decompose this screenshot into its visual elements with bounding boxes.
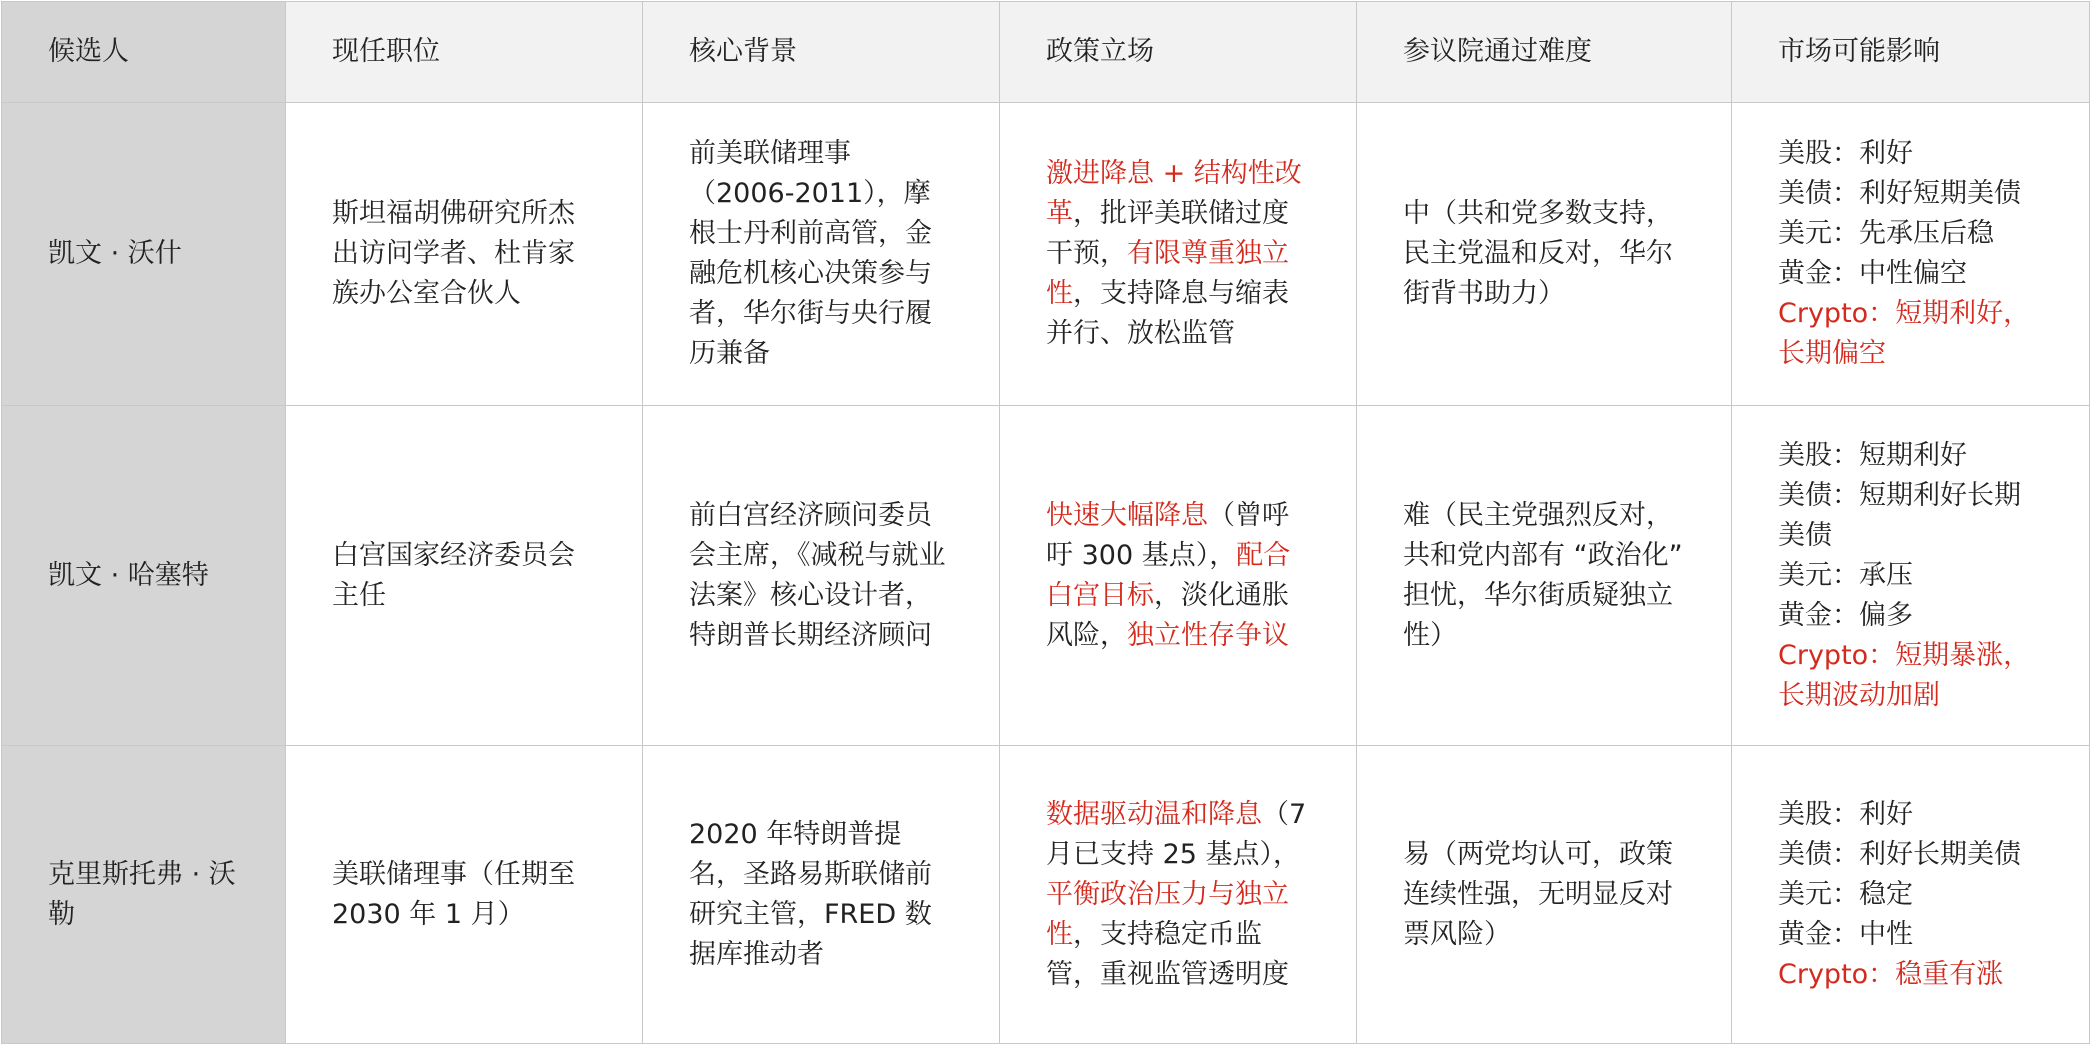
candidate-name: 凯文 · 沃什 (2, 103, 286, 406)
market-line: 黄金：中性 (1778, 918, 1913, 950)
header-candidate: 候选人 (2, 2, 286, 103)
current-position: 美联储理事（任期至 2030 年 1 月） (286, 746, 643, 1044)
policy-segment: 数据驱动温和降息 (1046, 798, 1262, 830)
header-senate: 参议院通过难度 (1357, 2, 1732, 103)
current-position: 斯坦福胡佛研究所杰出访问学者、杜肯家族办公室合伙人 (286, 103, 643, 406)
policy-segment: ，支持降息与缩表并行、放松监管 (1046, 278, 1289, 349)
market-line: 美股：短期利好 (1778, 439, 1967, 471)
policy-segment: （曾呼吁 300 基点）， (1046, 499, 1289, 571)
senate-difficulty: 难（民主党强烈反对，共和党内部有 “政治化” 担忧，华尔街质疑独立性） (1357, 406, 1732, 746)
senate-difficulty: 易（两党均认可，政策连续性强，无明显反对票风险） (1357, 746, 1732, 1044)
market-line-crypto: Crypto：短期暴涨，长期波动加剧 (1778, 639, 2031, 711)
current-position: 白宫国家经济委员会主任 (286, 406, 643, 746)
header-row (2, 2, 2090, 103)
candidate-table (1, 1, 2090, 1044)
table-row (2, 746, 2090, 1044)
table-row (2, 103, 2090, 406)
market-impact (1732, 103, 2090, 406)
table-row (2, 406, 2090, 746)
header-position: 现任职位 (286, 2, 643, 103)
market-line: 美元：稳定 (1778, 878, 1913, 910)
market-line: 美股：利好 (1778, 138, 1913, 169)
market-line: 美债：利好短期美债 (1778, 178, 2021, 209)
policy-segment: 独立性存争议 (1127, 619, 1289, 651)
market-line: 黄金：中性偏空 (1778, 258, 1967, 289)
market-line: 美股：利好 (1778, 798, 1913, 830)
candidate-name: 克里斯托弗 · 沃勒 (2, 746, 286, 1044)
market-impact (1732, 746, 2090, 1044)
market-line: 美元：先承压后稳 (1778, 218, 1994, 249)
policy-segment: 平衡政治压力与独立性 (1046, 878, 1289, 950)
core-background: 前美联储理事（2006-2011），摩根士丹利前高管，金融危机核心决策参与者，华尔街与央行履历兼备 (643, 103, 1000, 406)
market-line: 黄金：偏多 (1778, 599, 1913, 631)
market-line: 美债：短期利好长期美债 (1778, 479, 2021, 551)
policy-segment: 激进降息 + 结构性改革 (1046, 158, 1302, 229)
policy-segment: ，批评美联储过度干预， (1046, 198, 1289, 269)
market-line: 美元：承压 (1778, 559, 1913, 591)
policy-segment: （7 月已支持 25 基点）， (1046, 798, 1307, 870)
core-background: 2020 年特朗普提名，圣路易斯联储前研究主管，FRED 数据库推动者 (643, 746, 1000, 1044)
senate-difficulty: 中（共和党多数支持，民主党温和反对，华尔街背书助力） (1357, 103, 1732, 406)
header-market: 市场可能影响 (1732, 2, 2090, 103)
core-background: 前白宫经济顾问委员会主席，《减税与就业法案》核心设计者，特朗普长期经济顾问 (643, 406, 1000, 746)
candidate-name: 凯文 · 哈塞特 (2, 406, 286, 746)
market-line: 美债：利好长期美债 (1778, 838, 2021, 870)
market-line-crypto: Crypto：稳重有涨 (1778, 958, 2004, 990)
policy-segment: 配合白宫目标 (1046, 539, 1291, 611)
policy-stance (1000, 406, 1357, 746)
header-background: 核心背景 (643, 2, 1000, 103)
policy-segment: ，淡化通胀风险， (1046, 579, 1289, 651)
market-impact (1732, 406, 2090, 746)
policy-segment: 有限尊重独立性 (1046, 238, 1289, 309)
policy-stance (1000, 746, 1357, 1044)
policy-segment: ，支持稳定币监管，重视监管透明度 (1046, 918, 1289, 990)
header-policy: 政策立场 (1000, 2, 1357, 103)
policy-stance (1000, 103, 1357, 406)
market-line-crypto: Crypto：短期利好，长期偏空 (1778, 298, 2031, 369)
policy-segment: 快速大幅降息 (1046, 499, 1208, 531)
